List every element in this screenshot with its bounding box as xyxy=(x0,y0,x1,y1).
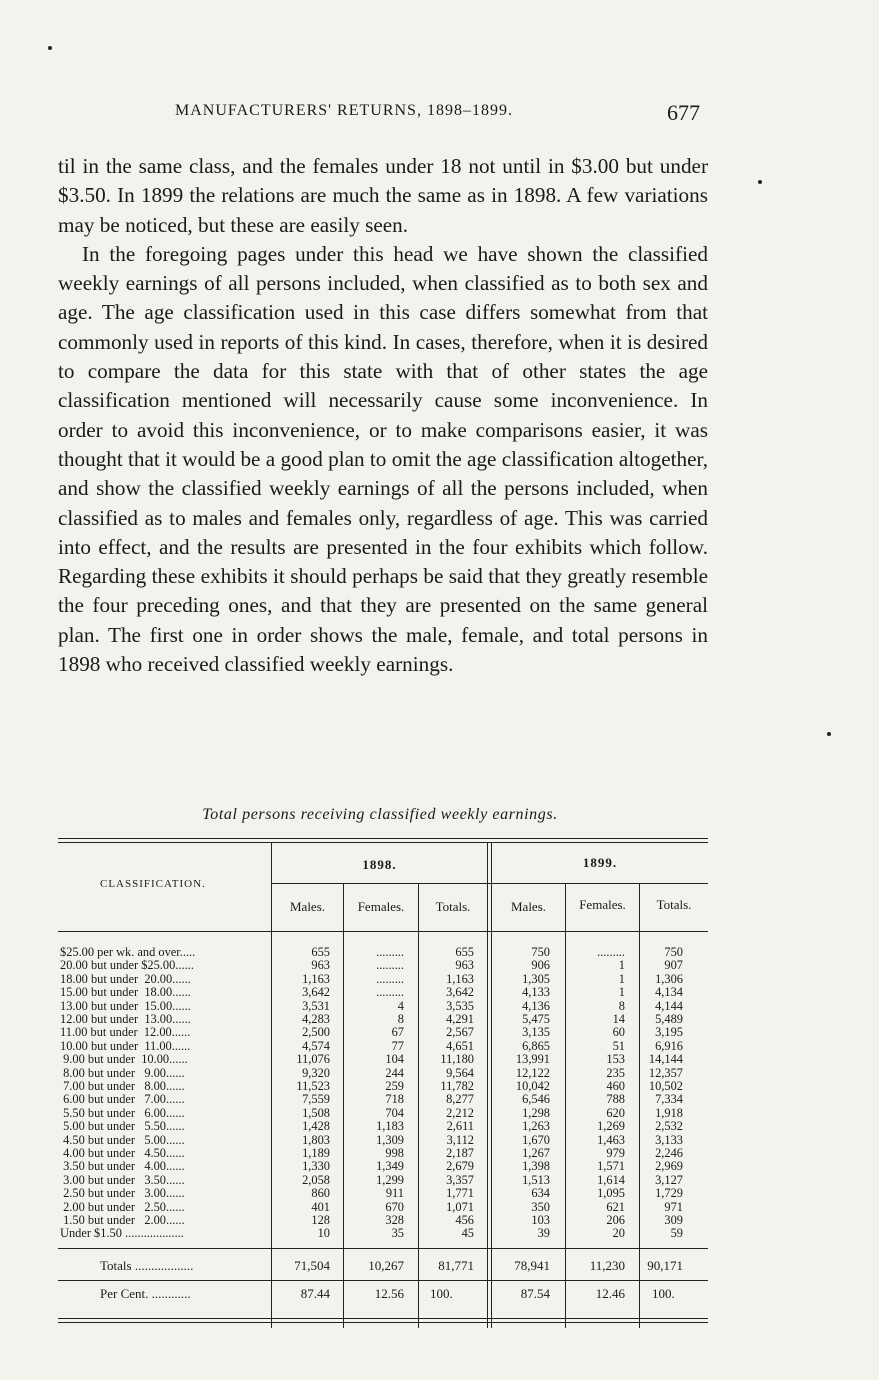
cell-f99: 1,463 xyxy=(597,1132,625,1147)
cell-t99: 1,306 xyxy=(655,971,683,986)
cell-t99: 1,918 xyxy=(655,1105,683,1120)
year-1898-header: 1898. xyxy=(362,857,397,872)
cell-m99: 103 xyxy=(531,1213,550,1227)
cell-f98: 1,309 xyxy=(376,1132,404,1147)
cell-m99: 5,475 xyxy=(522,1012,550,1026)
cell-f98: 328 xyxy=(385,1213,404,1227)
totals-cell: 81,771 xyxy=(438,1258,474,1273)
cell-m99: 6,546 xyxy=(522,1092,550,1107)
cell-m98: 401 xyxy=(311,1199,330,1214)
percent-cell: 12.46 xyxy=(595,1286,625,1301)
cell-t98: 2,679 xyxy=(446,1159,474,1174)
cell-f98: ......... xyxy=(376,985,404,1000)
cell-f98: 1,349 xyxy=(376,1159,404,1174)
table-top-rule-2 xyxy=(58,842,708,843)
row-label: 18.00 but under 20.00...... xyxy=(60,971,191,986)
table-row xyxy=(0,1227,879,1240)
cell-t98: 3,357 xyxy=(446,1172,474,1187)
cell-t99: 2,532 xyxy=(655,1119,683,1134)
cell-t98: 11,782 xyxy=(440,1079,474,1093)
cell-f98: 4 xyxy=(397,998,404,1013)
cell-m99: 1,513 xyxy=(522,1172,550,1187)
cell-f98: 1,183 xyxy=(376,1119,404,1134)
cell-m99: 4,133 xyxy=(522,985,550,1000)
print-speck xyxy=(758,180,762,184)
cell-m99: 350 xyxy=(531,1199,550,1214)
cell-t98: 8,277 xyxy=(446,1092,474,1107)
cell-t99: 6,916 xyxy=(655,1038,683,1053)
running-title: MANUFACTURERS' RETURNS, 1898–1899. xyxy=(175,102,513,119)
cell-m98: 3,531 xyxy=(302,998,330,1013)
cell-f98: ......... xyxy=(376,971,404,986)
cell-t99: 907 xyxy=(664,958,683,973)
row-label: 6.00 but under 7.00...... xyxy=(60,1092,185,1107)
row-label: 3.00 but under 3.50...... xyxy=(60,1172,185,1187)
totals-cell: 78,941 xyxy=(514,1258,550,1273)
cell-m99: 13,991 xyxy=(515,1052,550,1067)
cell-f99: 235 xyxy=(606,1065,625,1080)
totals-label: Totals .................. xyxy=(100,1258,194,1273)
cell-f99: ......... xyxy=(597,945,625,959)
table-row xyxy=(0,986,879,999)
cell-f98: ......... xyxy=(376,958,404,973)
row-label: 7.00 but under 8.00...... xyxy=(60,1079,185,1093)
cell-f99: 20 xyxy=(612,1226,625,1241)
cell-f98: 104 xyxy=(385,1052,404,1067)
cell-f98: 998 xyxy=(385,1146,404,1160)
cell-m99: 1,267 xyxy=(522,1146,550,1160)
cell-m98: 963 xyxy=(311,958,330,973)
cell-f99: 60 xyxy=(612,1025,625,1040)
cell-m98: 1,803 xyxy=(302,1132,330,1147)
totals-top-rule xyxy=(58,1248,708,1249)
cell-t99: 4,144 xyxy=(655,998,683,1013)
col-totals-1898: Totals. xyxy=(435,899,471,914)
cell-t98: 963 xyxy=(455,958,474,973)
cell-m99: 10,042 xyxy=(515,1079,550,1093)
cell-t99: 2,969 xyxy=(655,1159,683,1174)
cell-f98: 67 xyxy=(391,1025,404,1040)
cell-f99: 621 xyxy=(606,1199,625,1214)
row-label: 2.00 but under 2.50...... xyxy=(60,1199,185,1214)
cell-t98: 45 xyxy=(461,1226,474,1241)
cell-m99: 4,136 xyxy=(522,998,550,1013)
table-row xyxy=(0,1134,879,1147)
cell-m99: 6,865 xyxy=(522,1038,550,1053)
cell-m98: 3,642 xyxy=(302,985,330,1000)
cell-t98: 4,651 xyxy=(446,1038,474,1053)
cell-f98: ......... xyxy=(376,945,404,959)
cell-t99: 3,133 xyxy=(655,1132,683,1147)
cell-m98: 1,428 xyxy=(302,1119,330,1134)
totals-cell: 90,171 xyxy=(647,1258,683,1273)
table-row xyxy=(0,946,879,959)
cell-f99: 1,614 xyxy=(597,1172,625,1187)
cell-t98: 3,112 xyxy=(446,1132,474,1147)
year-under-rule xyxy=(271,883,708,884)
table-row xyxy=(0,959,879,972)
cell-m99: 1,670 xyxy=(522,1132,550,1147)
paragraph-main: In the foregoing pages under this head we have shown the classified weekly earnings of all persons included, when classified as to both sex and age. The age classification used in this case differs somewhat from that commonly used in reports of this kind. In cases, therefore, when it is desired to compare the data for this state with that of other states the age classification mentioned will necessarily cause some inconvenience. In order to avoid this inconvenience, or to make comparisons easier, it was thought that it would be a good plan to omit the age classification altogether, and show the classified weekly earnings of all the persons included, when classified as to males and females only, regardless of age. This was carried into effect, and the results are presented in the four exhibits which follow. Regarding these exhibits it should perhaps be said that they greatly resemble the four preceding ones, and that they are presented on the same general plan. The first one in order shows the male, female, and total persons in 1898 who received classified weekly earnings. xyxy=(58,241,708,677)
row-label: Under $1.50 ................... xyxy=(60,1226,184,1241)
table-row xyxy=(0,1107,879,1120)
cell-t98: 9,564 xyxy=(446,1065,474,1080)
cell-m99: 12,122 xyxy=(515,1065,550,1080)
percent-cell: 87.54 xyxy=(520,1286,550,1301)
table-row xyxy=(0,1147,879,1160)
classification-header: CLASSIFICATION. xyxy=(100,878,206,890)
cell-f98: 911 xyxy=(385,1186,404,1201)
cell-t99: 750 xyxy=(664,945,683,959)
cell-m98: 9,320 xyxy=(302,1065,330,1080)
cell-f99: 460 xyxy=(606,1079,625,1093)
cell-f98: 704 xyxy=(385,1105,404,1120)
cell-f99: 51 xyxy=(612,1038,625,1053)
print-speck xyxy=(48,46,52,50)
totals-cell: 71,504 xyxy=(294,1258,330,1273)
cell-f99: 153 xyxy=(606,1052,625,1067)
cell-m99: 634 xyxy=(531,1186,550,1201)
cell-t99: 14,144 xyxy=(648,1052,683,1067)
cell-f99: 1,571 xyxy=(597,1159,625,1174)
cell-m99: 39 xyxy=(537,1226,550,1241)
cell-m98: 7,559 xyxy=(302,1092,330,1107)
cell-t98: 1,071 xyxy=(446,1199,474,1214)
cell-f98: 244 xyxy=(385,1065,404,1080)
table-bottom-rule xyxy=(58,1318,708,1319)
table-row xyxy=(0,1040,879,1053)
col-females-1898: Females. xyxy=(357,899,405,914)
table-row xyxy=(0,1120,879,1133)
cell-t98: 2,212 xyxy=(446,1105,474,1120)
cell-m99: 1,398 xyxy=(522,1159,550,1174)
cell-t98: 3,535 xyxy=(446,998,474,1013)
cell-t98: 2,567 xyxy=(446,1025,474,1040)
cell-m98: 11,523 xyxy=(296,1079,330,1093)
cell-m98: 2,058 xyxy=(302,1172,330,1187)
cell-t98: 4,291 xyxy=(446,1012,474,1026)
cell-t99: 309 xyxy=(664,1213,683,1227)
col-males-1899: Males. xyxy=(510,899,547,914)
header-bottom-rule xyxy=(58,931,708,932)
cell-m99: 1,305 xyxy=(522,971,550,986)
row-label: 1.50 but under 2.00...... xyxy=(60,1213,185,1227)
row-label: 11.00 but under 12.00...... xyxy=(60,1025,191,1040)
cell-t99: 2,246 xyxy=(655,1146,683,1160)
year-1899-header: 1899. xyxy=(582,855,618,870)
table-row xyxy=(0,1160,879,1173)
cell-m99: 1,298 xyxy=(522,1105,550,1120)
cell-f99: 979 xyxy=(606,1146,625,1160)
percent-cell: 100. xyxy=(652,1286,675,1301)
cell-f99: 1 xyxy=(618,958,625,973)
percent-cell: 100. xyxy=(430,1286,453,1301)
cell-m99: 3,135 xyxy=(522,1025,550,1040)
cell-f99: 206 xyxy=(606,1213,625,1227)
page-number: 677 xyxy=(667,100,700,125)
percent-cell: 87.44 xyxy=(300,1286,330,1301)
col-males-1898: Males. xyxy=(289,899,326,914)
cell-f98: 259 xyxy=(385,1079,404,1093)
cell-t99: 1,729 xyxy=(655,1186,683,1201)
cell-t99: 10,502 xyxy=(648,1079,683,1093)
cell-f99: 8 xyxy=(618,998,625,1013)
cell-m98: 655 xyxy=(311,945,330,959)
table-row xyxy=(0,1080,879,1093)
row-label: 10.00 but under 11.00...... xyxy=(60,1038,191,1053)
table-caption: Total persons receiving classified weekly earnings. xyxy=(202,806,558,823)
cell-f99: 1 xyxy=(618,971,625,986)
row-label: 5.00 but under 5.50...... xyxy=(60,1119,185,1134)
totals-cell: 11,230 xyxy=(589,1258,625,1273)
table-row xyxy=(0,1093,879,1106)
cell-f99: 1 xyxy=(618,985,625,1000)
body-text xyxy=(58,152,708,679)
col-totals-1899: Totals. xyxy=(656,897,692,912)
cell-m98: 4,574 xyxy=(302,1038,330,1053)
totals-bottom-rule xyxy=(58,1280,708,1281)
table-row xyxy=(0,1187,879,1200)
cell-m98: 1,189 xyxy=(302,1146,330,1160)
cell-f99: 14 xyxy=(612,1012,625,1026)
cell-f99: 1,095 xyxy=(597,1186,625,1201)
table-bottom-rule-2 xyxy=(58,1322,708,1323)
cell-f98: 670 xyxy=(385,1199,404,1214)
cell-t98: 3,642 xyxy=(446,985,474,1000)
cell-m98: 128 xyxy=(311,1213,330,1227)
row-label: 4.50 but under 5.00...... xyxy=(60,1132,185,1147)
cell-t99: 3,127 xyxy=(655,1172,683,1187)
row-label: 3.50 but under 4.00...... xyxy=(60,1159,185,1174)
row-label: 4.00 but under 4.50...... xyxy=(60,1146,185,1160)
table-row xyxy=(0,1067,879,1080)
cell-m99: 906 xyxy=(531,958,550,973)
cell-t98: 456 xyxy=(455,1213,474,1227)
row-label: 8.00 but under 9.00...... xyxy=(60,1065,185,1080)
cell-t98: 11,180 xyxy=(440,1052,474,1067)
cell-t98: 1,163 xyxy=(446,971,474,986)
table-row xyxy=(0,1201,879,1214)
cell-m98: 1,508 xyxy=(302,1105,330,1120)
paragraph-continuation: til in the same class, and the females under 18 not until in $3.00 but under $3.50. In 1899 the relations are much the same as in 1898. A few variations may be noticed, but these are easily seen. xyxy=(58,154,708,237)
cell-m99: 1,263 xyxy=(522,1119,550,1134)
row-label: 5.50 but under 6.00...... xyxy=(60,1105,185,1120)
cell-m98: 4,283 xyxy=(302,1012,330,1026)
cell-t98: 2,187 xyxy=(446,1146,474,1160)
cell-m98: 11,076 xyxy=(296,1052,330,1067)
percent-cell: 12.56 xyxy=(374,1286,404,1301)
row-label: 2.50 but under 3.00...... xyxy=(60,1186,185,1201)
row-label: 13.00 but under 15.00...... xyxy=(60,998,191,1013)
cell-t98: 2,611 xyxy=(446,1119,474,1134)
cell-f99: 620 xyxy=(606,1105,625,1120)
cell-t99: 4,134 xyxy=(655,985,683,1000)
cell-t99: 971 xyxy=(664,1199,683,1214)
table-row xyxy=(0,1000,879,1013)
row-label: 9.00 but under 10.00...... xyxy=(60,1052,188,1067)
table-row xyxy=(0,1026,879,1039)
table-row xyxy=(0,973,879,986)
cell-t99: 12,357 xyxy=(648,1065,683,1080)
cell-f98: 718 xyxy=(385,1092,404,1107)
row-label: 15.00 but under 18.00...... xyxy=(60,985,191,1000)
table-row xyxy=(0,1174,879,1187)
percent-label: Per Cent. ............ xyxy=(100,1286,191,1301)
table-row xyxy=(0,1053,879,1066)
table-row xyxy=(0,1013,879,1026)
row-label: 20.00 but under $25.00...... xyxy=(60,958,194,973)
cell-m98: 10 xyxy=(317,1226,330,1241)
cell-m98: 860 xyxy=(311,1186,330,1201)
cell-f98: 8 xyxy=(397,1012,404,1026)
cell-f98: 1,299 xyxy=(376,1172,404,1187)
table-top-rule xyxy=(58,838,708,839)
print-speck xyxy=(827,732,831,736)
cell-f98: 77 xyxy=(391,1038,404,1053)
row-label: $25.00 per wk. and over..... xyxy=(60,945,196,959)
page-header xyxy=(0,100,879,130)
cell-t98: 1,771 xyxy=(446,1186,474,1201)
cell-m99: 750 xyxy=(531,945,550,959)
table-row xyxy=(0,1214,879,1227)
totals-cell: 10,267 xyxy=(368,1258,404,1273)
cell-t99: 7,334 xyxy=(655,1092,683,1107)
cell-t99: 59 xyxy=(670,1226,683,1241)
cell-f99: 788 xyxy=(606,1092,625,1107)
cell-t99: 3,195 xyxy=(655,1025,683,1040)
cell-f98: 35 xyxy=(391,1226,404,1241)
row-label: 12.00 but under 13.00...... xyxy=(60,1012,191,1026)
cell-t99: 5,489 xyxy=(655,1012,683,1026)
cell-t98: 655 xyxy=(455,945,474,959)
col-females-1899: Females. xyxy=(579,897,626,912)
cell-m98: 2,500 xyxy=(302,1025,330,1040)
cell-m98: 1,330 xyxy=(302,1159,330,1174)
cell-f99: 1,269 xyxy=(597,1119,625,1134)
cell-m98: 1,163 xyxy=(302,971,330,986)
